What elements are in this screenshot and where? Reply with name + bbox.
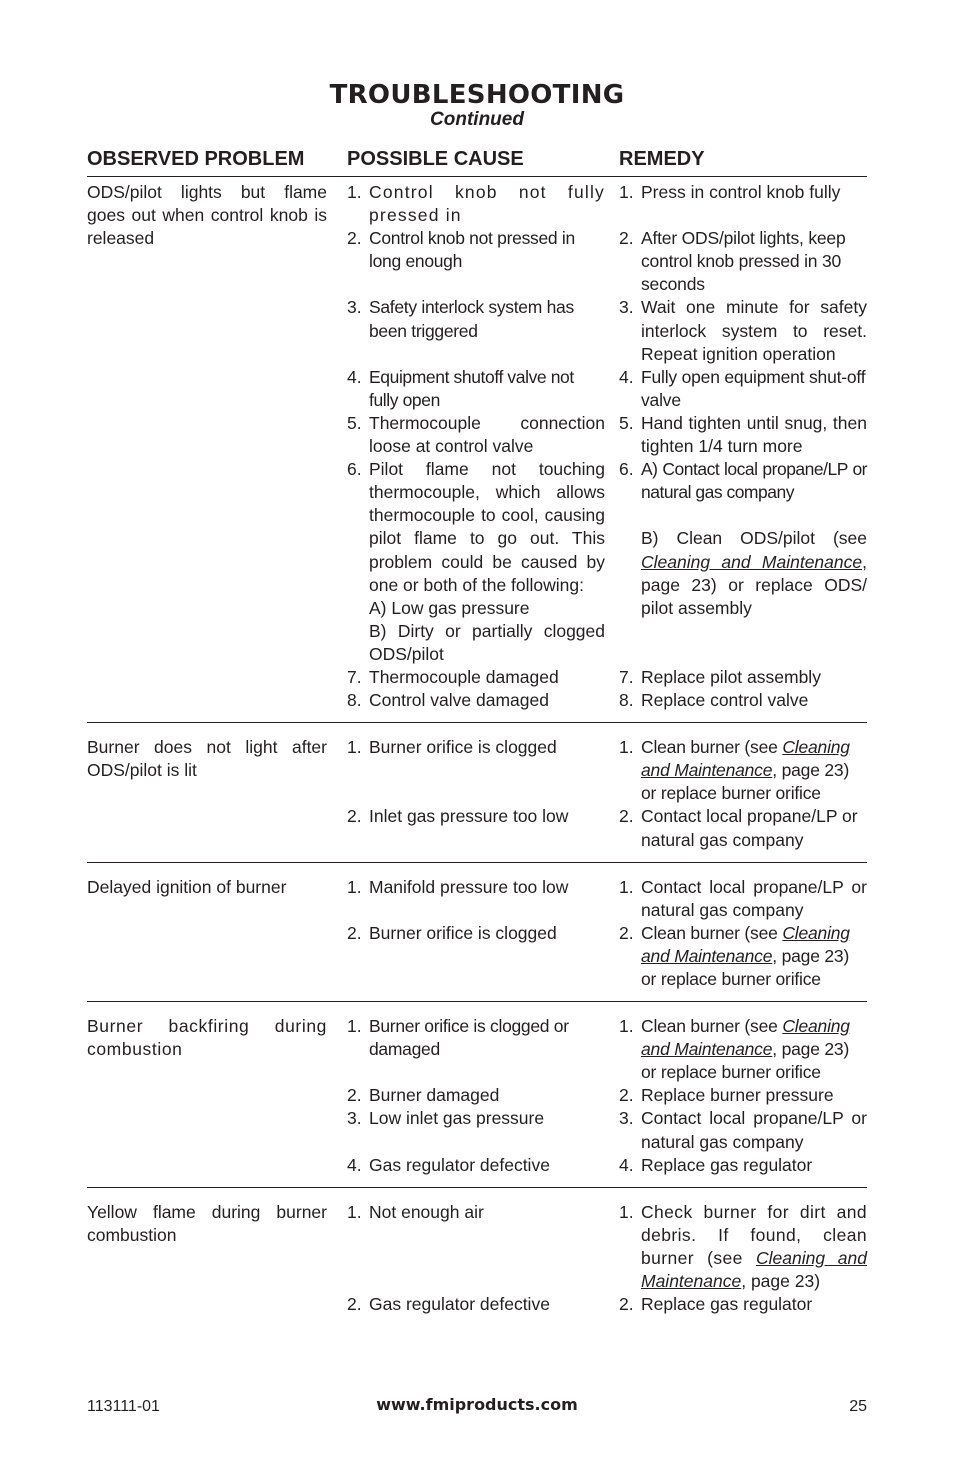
page-footer xyxy=(87,1395,867,1419)
possible-cause: 1. Burner orifice is clogged or damaged xyxy=(347,1016,569,1060)
remedy: 1. Contact local propane/LP or natural gas company xyxy=(619,876,867,920)
table-row xyxy=(87,876,867,1002)
cause-remedy-pair xyxy=(347,296,867,365)
column-header-cause: POSSIBLE CAUSE xyxy=(347,148,524,170)
column-header-remedy: REMEDY xyxy=(619,148,705,170)
remedy: 3. Wait one minute for safety interlock system to reset. Repeat ignition operation xyxy=(619,297,867,364)
possible-cause: 3. Safety interlock system has been triggered xyxy=(347,297,574,341)
column-headers xyxy=(87,146,867,177)
remedy: 2. Contact local propane/LP or natural gas company xyxy=(619,806,858,850)
cause-remedy-pair xyxy=(347,227,867,296)
cause-remedy-pair xyxy=(347,666,867,689)
remedy: 1. Press in control knob fully xyxy=(619,182,841,202)
possible-cause: 5. Thermocouple connection loose at control valve xyxy=(347,412,605,457)
page-number: 25 xyxy=(849,1398,867,1415)
cause-remedy-pair xyxy=(347,689,867,712)
possible-cause: 4. Equipment shutoff valve not fully open xyxy=(347,366,574,410)
remedy: 4. Replace gas regulator xyxy=(619,1154,813,1175)
cause-remedy-pair xyxy=(347,876,867,922)
cause-remedy-pair xyxy=(347,458,867,666)
possible-cause: 2. Burner orifice is clogged xyxy=(347,922,557,943)
cause-remedy-pair xyxy=(347,1084,867,1107)
remedy: 5. Hand tighten until snug, then tighten 1/4 turn more xyxy=(619,412,867,457)
column-header-problem: OBSERVED PROBLEM xyxy=(87,148,305,170)
table-row xyxy=(87,1015,867,1188)
cause-remedy-pair xyxy=(347,1015,867,1084)
cause-remedy-pair xyxy=(347,181,867,227)
cause-remedy-pair xyxy=(347,412,867,458)
cause-remedy-pair xyxy=(347,736,867,805)
observed-problem: Delayed ignition of burner xyxy=(87,876,287,897)
possible-cause: 1. Not enough air xyxy=(347,1201,484,1222)
possible-cause: 2. Burner damaged xyxy=(347,1085,500,1106)
cause-remedy-pair xyxy=(347,1154,867,1177)
possible-cause: 6. Pilot flame not touching thermocouple, which allows thermocouple to cool, causing pilot flame to go out. This problem could be caused by one or both of the following: A) Low gas pressure B) Dirty or partially clogged ODS/pilot xyxy=(347,458,619,666)
possible-cause: 1. Control knob not fully pressed in xyxy=(347,182,605,226)
document-number: 113111-01 xyxy=(87,1398,160,1415)
table-row xyxy=(87,181,867,723)
possible-cause: 2. Control knob not pressed in long enough xyxy=(347,228,575,272)
table-row xyxy=(87,736,867,862)
cause-sub-item: A) Low gas pressure xyxy=(369,597,530,618)
observed-problem: Burner backfiring during combustion xyxy=(87,1016,327,1060)
possible-cause: 2. Gas regulator defective xyxy=(347,1294,550,1315)
cleaning-maintenance-reference[interactable]: Cleaning and Maintenance xyxy=(641,1247,868,1292)
remedy: 6. A) Contact local propane/LP or natural gas company B) Clean ODS/pilot (see Cleaning and Maintenance, page 23) or replace ODS/ pilot assembly xyxy=(619,458,867,666)
remedy: 2. Replace burner pressure xyxy=(619,1085,834,1106)
observed-problem: ODS/pilot lights but flame goes out when control knob is released xyxy=(87,182,327,249)
possible-cause: 1. Manifold pressure too low xyxy=(347,876,569,897)
possible-cause: 4. Gas regulator defective xyxy=(347,1154,550,1175)
remedy: 8. Replace control valve xyxy=(619,690,809,711)
page-title: TROUBLESHOOTING xyxy=(329,80,625,110)
possible-cause: 2. Inlet gas pressure too low xyxy=(347,806,569,827)
remedy: 2. Clean burner (see Cleaning and Maintenance, page 23) or replace burner orifice xyxy=(619,922,850,989)
remedy: 7. Replace pilot assembly xyxy=(619,666,821,687)
cause-remedy-pair xyxy=(347,1107,867,1153)
remedy: 1. Clean burner (see Cleaning and Maintenance, page 23) or replace burner orifice xyxy=(619,737,850,804)
cleaning-maintenance-reference[interactable]: Cleaning and Maintenance xyxy=(641,1016,850,1060)
cause-remedy-pair xyxy=(347,366,867,412)
cause-remedy-pair xyxy=(347,805,867,851)
observed-problem: Yellow flame during burner combustion xyxy=(87,1201,327,1245)
page-subtitle: Continued xyxy=(430,109,524,130)
possible-cause: 1. Burner orifice is clogged xyxy=(347,737,557,758)
website-link[interactable]: www.fmiproducts.com xyxy=(376,1395,578,1414)
remedy: 1. Clean burner (see Cleaning and Maintenance, page 23) or replace burner orifice xyxy=(619,1016,850,1083)
possible-cause: 8. Control valve damaged xyxy=(347,690,549,711)
cause-remedy-pair xyxy=(347,1201,867,1293)
cause-remedy-pair xyxy=(347,922,867,991)
observed-problem: Burner does not light after ODS/pilot is lit xyxy=(87,737,327,781)
cleaning-maintenance-reference[interactable]: Cleaning and Maintenance xyxy=(641,737,850,781)
remedy-sub-item: B) Clean ODS/pilot (see Cleaning and Maintenance, page 23) or replace ODS/ pilot assembly xyxy=(641,528,867,618)
possible-cause: 7. Thermocouple damaged xyxy=(347,666,559,687)
remedy: 2. Replace gas regulator xyxy=(619,1294,813,1315)
troubleshooting-table xyxy=(87,181,867,1339)
cause-sub-item: B) Dirty or partially clogged ODS/pilot xyxy=(369,620,605,664)
remedy: 1. Check burner for dirt and debris. If found, clean burner (see Cleaning and Maintenance, page 23) xyxy=(619,1201,868,1292)
cleaning-maintenance-reference[interactable]: Cleaning and Maintenance xyxy=(641,922,850,966)
remedy: 2. After ODS/pilot lights, keep control knob pressed in 30 seconds xyxy=(619,228,846,295)
table-row xyxy=(87,1201,867,1326)
possible-cause: 3. Low inlet gas pressure xyxy=(347,1108,545,1129)
cleaning-maintenance-reference[interactable]: Cleaning and Maintenance xyxy=(641,551,863,572)
remedy: 4. Fully open equipment shut-off valve xyxy=(619,366,866,410)
cause-remedy-pair xyxy=(347,1293,867,1316)
remedy: 3. Contact local propane/LP or natural gas company xyxy=(619,1108,867,1152)
